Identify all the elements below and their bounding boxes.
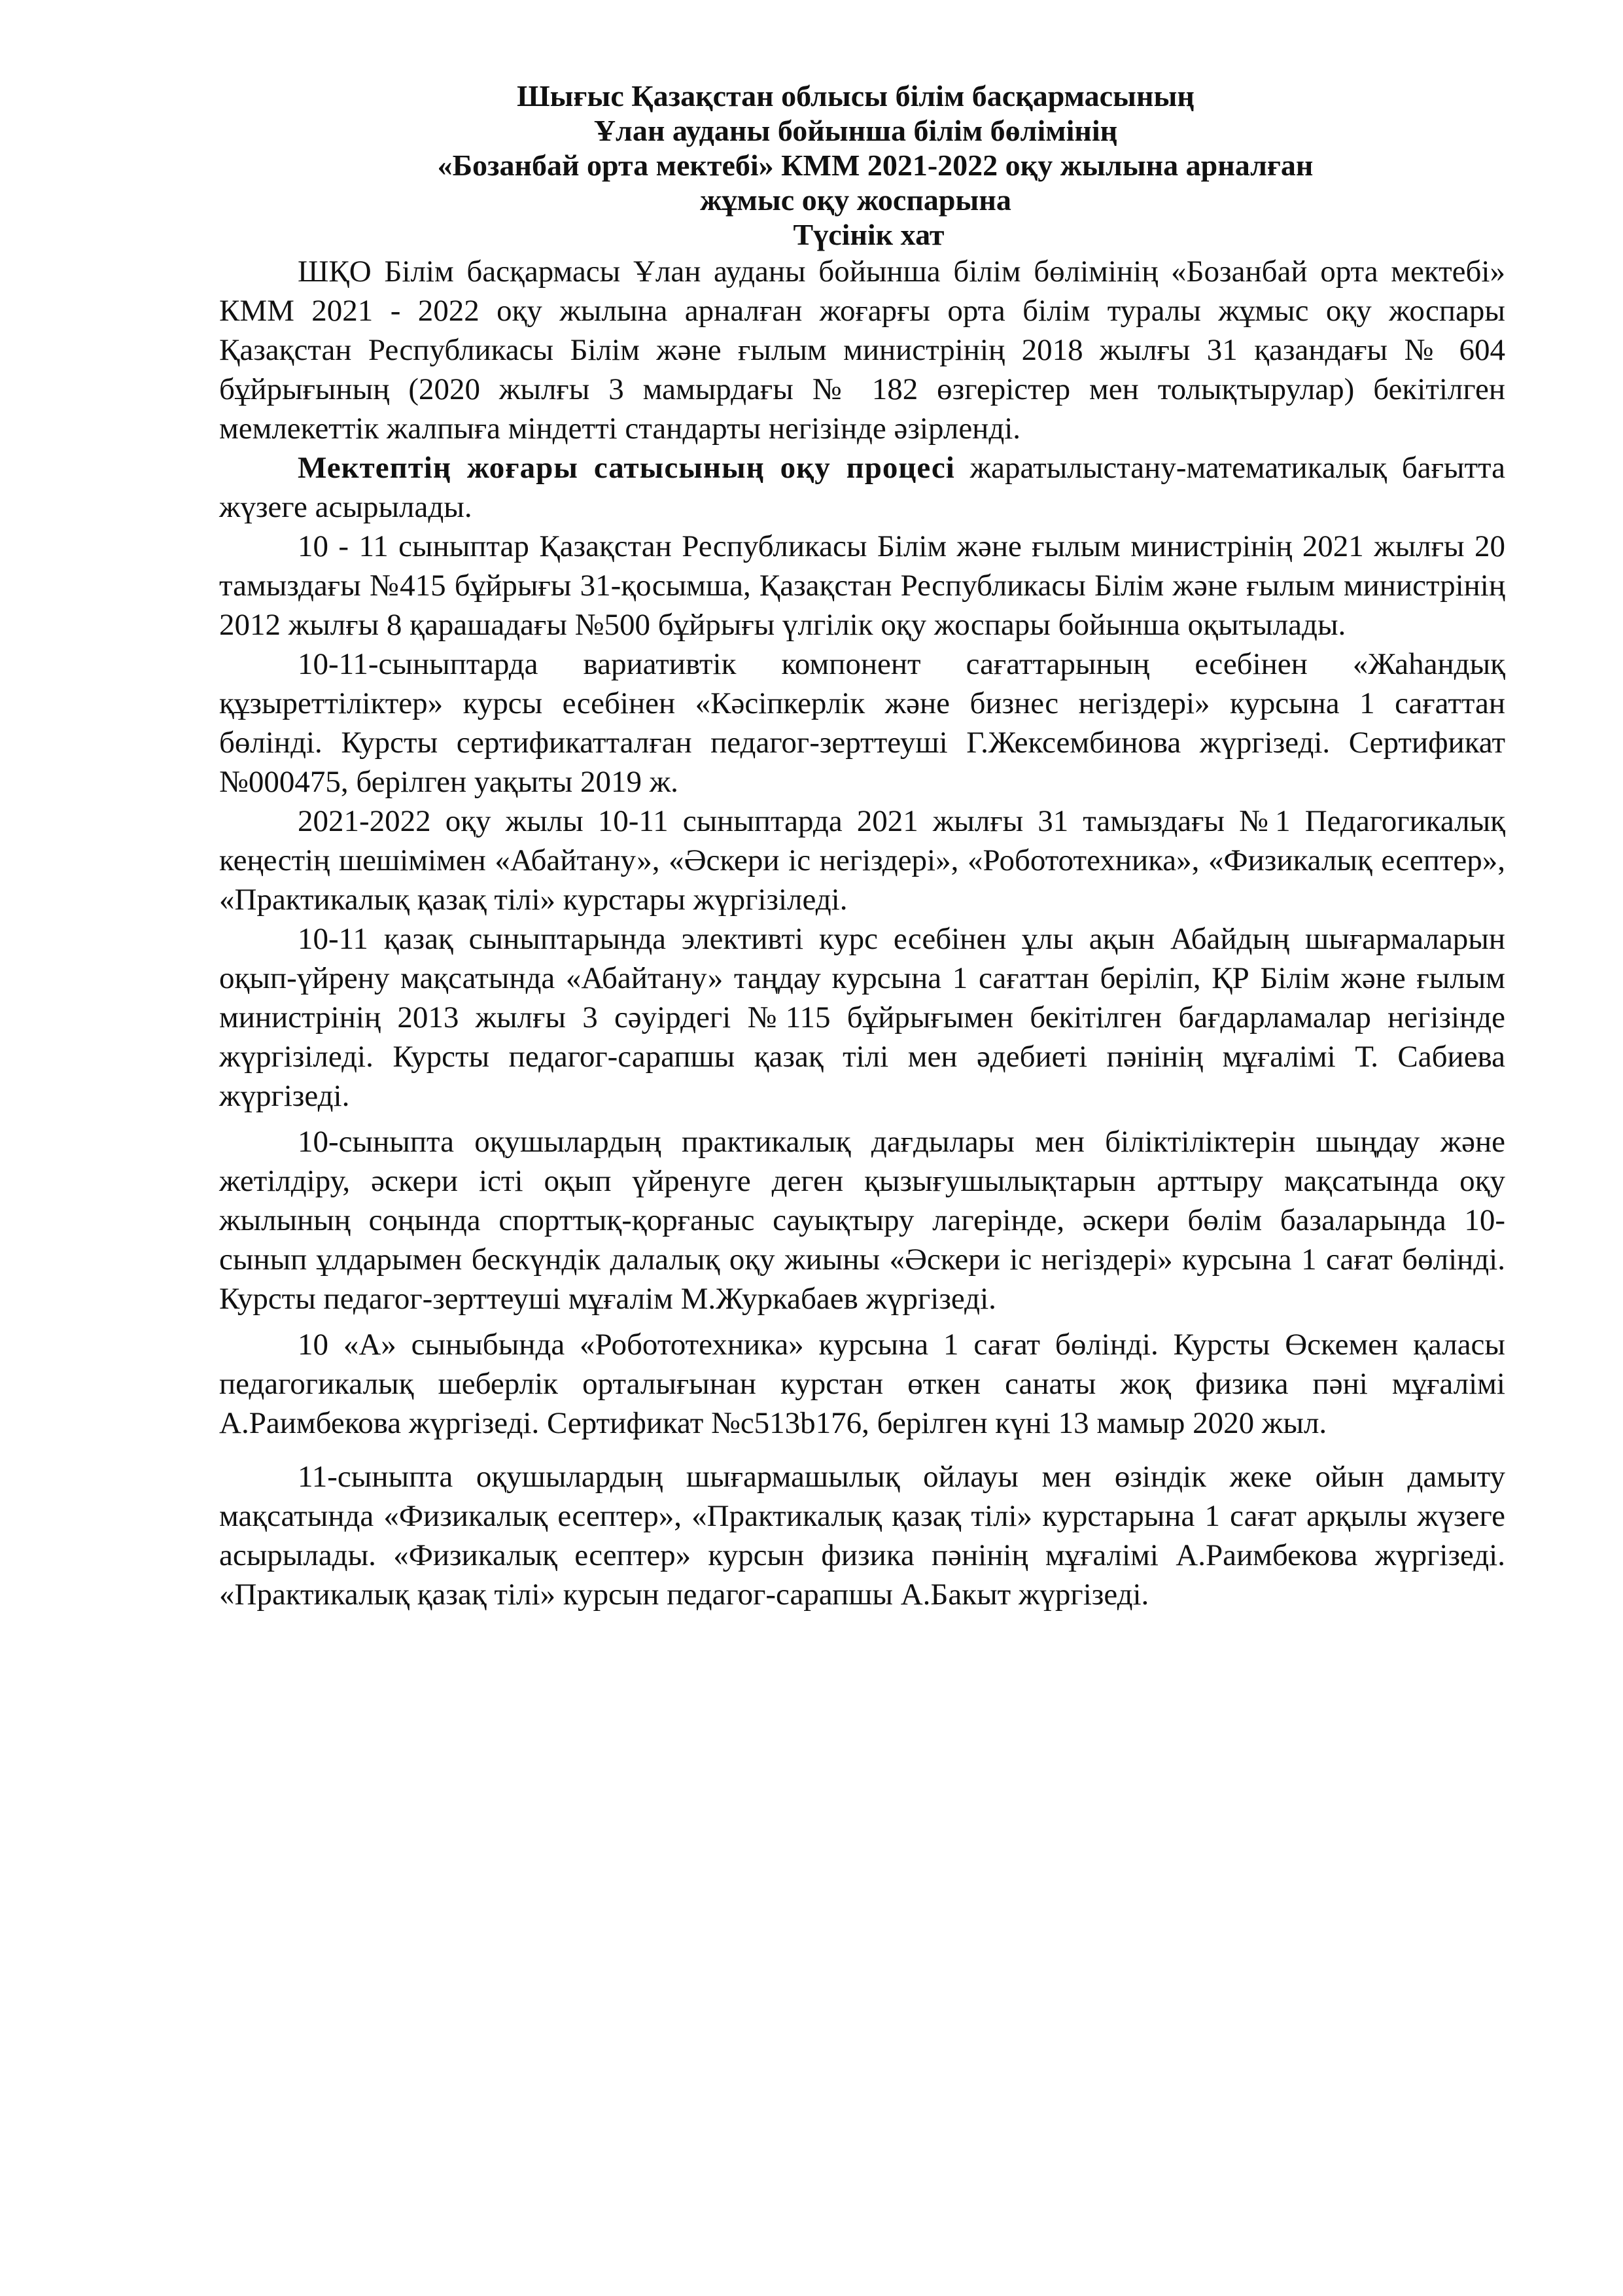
paragraph-6: 10-11 қазақ сыныптарында элективті курс есебінен ұлы ақын Абайдың шығармаларын оқып-үйрену мақсатында «Абайтану» таңдау курсына 1 сағаттан беріліп, ҚР Білім және ғылым министрінің 2013 жылғы 3 сәуірдегі №115 бұйрығымен бекітілген бағдарламалар негізінде жүргізіледі. Курсты педагог-сарапшы қазақ тілі мен әдебиеті пәнінің мұғалімі Т. Сабиева жүргізеді. [219, 922, 1505, 1113]
document-body [219, 252, 1505, 1614]
paragraph-2 [219, 448, 1505, 527]
header-line-2: Ұлан ауданы бойынша білім бөлімінің [593, 114, 1118, 147]
paragraph-2-bold: Мектептің жоғары сатысының оқу процесі [298, 451, 955, 485]
paragraph-4: 10-11-сыныптарда вариативтік компонент сағаттарының есебінен «Жаһандық құзыреттіліктер» курсы есебінен «Кәсіпкерлік және бизнес негіздері» курсына 1 сағаттан бөлінді. Курсты сертификатталған педагог-зерттеуші Г.Жексембинова жүргізеді. Сертификат №000475, берілген уақыты 2019 ж. [219, 647, 1505, 799]
document-header [206, 79, 1505, 252]
document-heading: Түсінік хат [793, 218, 945, 251]
header-line-1: Шығыс Қазақстан облысы білім басқармасының [517, 79, 1195, 113]
paragraph-1: ШҚО Білім басқармасы Ұлан ауданы бойынша білім бөлімінің «Бозанбай орта мектебі» КММ 2021 - 2022 оқу жылына арналған жоғарғы орта білім туралы жұмыс оқу жоспары Қазақстан Республикасы Білім және ғылым министрінің 2018 жылғы 31 қазандағы № 604 бұйрығының (2020 жылғы 3 мамырдағы № 182 өзгерістер мен толықтырулар) бекітілген мемлекеттік жалпыға міндетті стандарты негізінде әзірленді. [219, 255, 1505, 446]
paragraph-8: 10 «А» сыныбында «Робототехника» курсына 1 сағат бөлінді. Курсты Өскемен қаласы педагогикалық шеберлік орталығынан курстан өткен санаты жоқ физика пәні мұғалімі А.Раимбекова жүргізеді. Сертификат №с513b176, берілген күні 13 мамыр 2020 жыл. [219, 1328, 1505, 1440]
paragraph-3: 10 - 11 сыныптар Қазақстан Республикасы Білім және ғылым министрінің 2021 жылғы 20 тамыздағы №415 бұйрығы 31-қосымша, Қазақстан Республикасы Білім және ғылым министрінің 2012 жылғы 8 қарашадағы №500 бұйрығы үлгілік оқу жоспары бойынша оқытылады. [219, 529, 1505, 642]
paragraph-2-rest: жаратылыстану-математикалық бағытта жүзеге асырылады. [219, 451, 1506, 524]
header-line-3: «Бозанбай орта мектебі» КММ 2021-2022 оқу жылына арналған [437, 149, 1314, 182]
paragraph-5: 2021-2022 оқу жылы 10-11 сыныптарда 2021 жылғы 31 тамыздағы №1 Педагогикалық кеңестің шешімімен «Абайтану», «Әскери іс негіздері», «Робототехника», «Физикалық есептер», «Практикалық қазақ тілі» курстары жүргізіледі. [219, 804, 1505, 917]
paragraph-9: 11-сыныпта оқушылардың шығармашылық ойлауы мен өзіндік жеке ойын дамыту мақсатында «Физикалық есептер», «Практикалық қазақ тілі» курстарына 1 сағат арқылы жүзеге асырылады. «Физикалық есептер» курсын физика пәнінің мұғалімі А.Раимбекова жүргізеді. «Практикалық қазақ тілі» курсын педагог-сарапшы А.Бакыт жүргізеді. [219, 1460, 1505, 1612]
paragraph-7: 10-сыныпта оқушылардың практикалық дағдылары мен біліктіліктерін шыңдау және жетілдіру, әскери істі оқып үйренуге деген қызығушылықтарын арттыру мақсатында оқу жылының соңында спорттық-қорғаныс сауықтыру лагерінде, әскери бөлім базаларында 10-сынып ұлдарымен бескүндік далалық оқу жиыны «Әскери іс негіздері» курсына 1 сағат бөлінді. Курсты педагог-зерттеуші мұғалім М.Журкабаев жүргізеді. [219, 1125, 1505, 1316]
header-line-4: жұмыс оқу жоспарына [700, 183, 1011, 217]
